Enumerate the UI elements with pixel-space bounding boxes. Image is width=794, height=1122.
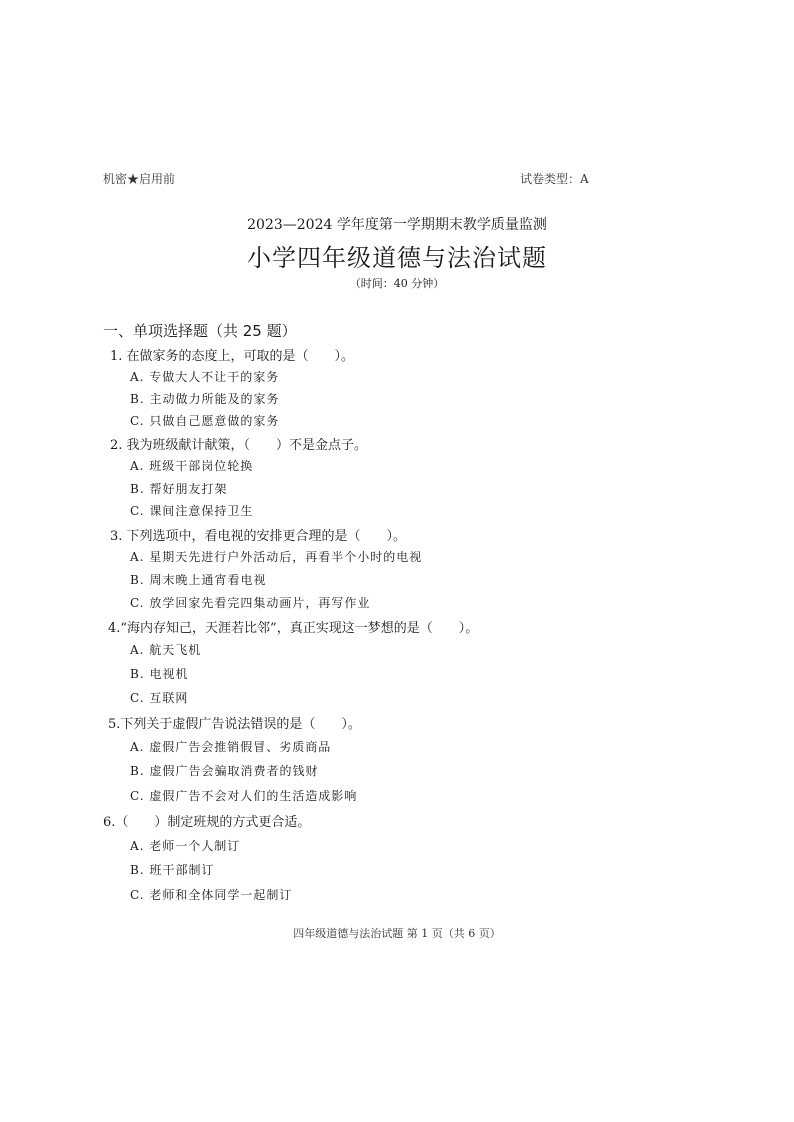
question-1: 1. 在做家务的态度上，可取的是（ ）。 xyxy=(110,349,355,364)
question-6-option-a: A. 老师一个人制订 xyxy=(130,839,241,853)
question-5-option-b: B. 虚假广告会骗取消费者的钱财 xyxy=(130,764,319,778)
question-3: 3. 下列选项中，看电视的安排更合理的是（ ）。 xyxy=(110,529,407,544)
exam-time: （时间：40 分钟） xyxy=(349,277,445,290)
question-2-option-b: B. 帮好朋友打架 xyxy=(130,482,228,496)
question-6-option-c: C. 老师和全体同学一起制订 xyxy=(130,888,293,902)
question-2-option-c: C. 课间注意保持卫生 xyxy=(130,504,254,518)
page-footer: 四年级道德与法治试题 第 1 页（共 6 页） xyxy=(293,927,501,940)
question-2: 2. 我为班级献计献策，（ ）不是金点子。 xyxy=(110,438,368,453)
question-3-option-a: A. 星期天先进行户外活动后，再看半个小时的电视 xyxy=(130,550,423,564)
question-4: 4.“海内存知己，天涯若比邻”，真正实现这一梦想的是（ ）。 xyxy=(108,621,479,636)
question-6-option-b: B. 班干部制订 xyxy=(130,863,215,877)
question-5-option-c: C. 虚假广告不会对人们的生活造成影响 xyxy=(130,789,358,803)
question-2-option-a: A. 班级干部岗位轮换 xyxy=(130,459,254,473)
question-4-option-a: A. 航天飞机 xyxy=(130,643,202,657)
question-5-option-a: A. 虚假广告会推销假冒、劣质商品 xyxy=(130,740,332,754)
question-3-option-c: C. 放学回家先看完四集动画片，再写作业 xyxy=(130,596,371,610)
confidential-label: 机密★启用前 xyxy=(103,172,176,186)
section-heading: 一、单项选择题（共 25 题） xyxy=(103,322,297,340)
question-6: 6.（ ）制定班规的方式更合适。 xyxy=(103,815,311,830)
question-1-option-c: C. 只做自己愿意做的家务 xyxy=(130,414,280,428)
exam-title: 小学四年级道德与法治试题 xyxy=(247,244,547,272)
exam-subtitle: 2023—2024 学年度第一学期期末教学质量监测 xyxy=(247,217,547,233)
paper-type-label: 试卷类型：A xyxy=(520,172,589,186)
question-1-option-a: A. 专做大人不让干的家务 xyxy=(130,370,280,384)
question-3-option-b: B. 周末晚上通宵看电视 xyxy=(130,573,267,587)
question-4-option-b: B. 电视机 xyxy=(130,667,189,681)
question-5: 5.下列关于虚假广告说法错误的是（ ）。 xyxy=(108,717,361,732)
question-1-option-b: B. 主动做力所能及的家务 xyxy=(130,392,280,406)
question-4-option-c: C. 互联网 xyxy=(130,691,189,705)
